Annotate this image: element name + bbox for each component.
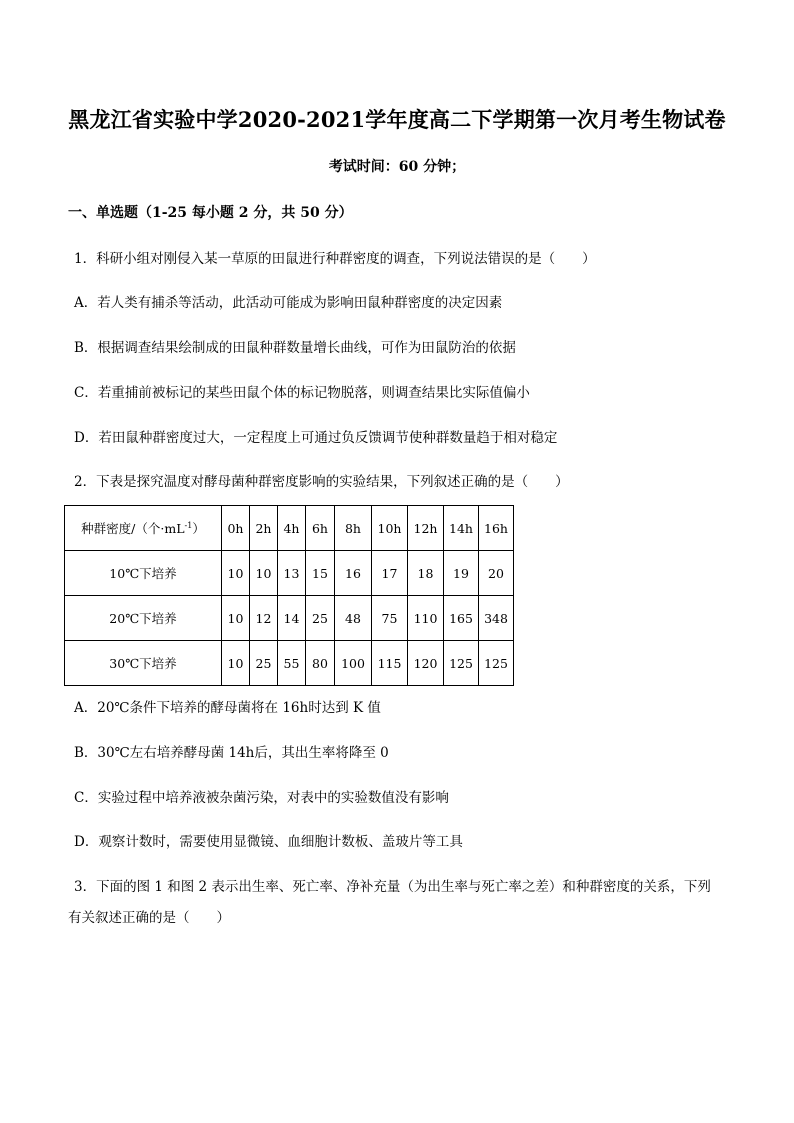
table-col-header: 6h xyxy=(306,506,335,551)
table-col-header: 12h xyxy=(408,506,444,551)
table-cell: 110 xyxy=(408,596,444,641)
table-cell: 10 xyxy=(222,596,250,641)
table-cell: 13 xyxy=(278,551,306,596)
table-cell: 100 xyxy=(335,641,372,686)
table-header-label: 种群密度/（个$\cdot mL^{-1}$） xyxy=(65,506,222,551)
table-row-label: 20℃下培养 xyxy=(65,596,222,641)
table-cell: 17 xyxy=(372,551,408,596)
table-cell: 25 xyxy=(250,641,278,686)
question-2-option-c: C．实验过程中培养液被杂菌污染，对表中的实验数值没有影响 xyxy=(74,790,449,806)
table-col-header: 14h xyxy=(444,506,479,551)
question-2-option-a: A．20℃条件下培养的酵母菌将在 16h时达到 K 值 xyxy=(74,700,381,716)
table-cell: 19 xyxy=(444,551,479,596)
table-row xyxy=(65,596,514,641)
table-cell: 25 xyxy=(306,596,335,641)
table-cell: 10 xyxy=(222,551,250,596)
data-table xyxy=(64,505,514,686)
question-1-option-c: C．若重捕前被标记的某些田鼠个体的标记物脱落，则调查结果比实际值偏小 xyxy=(74,385,530,401)
table-col-header: 2h xyxy=(250,506,278,551)
table-cell: 115 xyxy=(372,641,408,686)
table-cell: 15 xyxy=(306,551,335,596)
table-cell: 125 xyxy=(444,641,479,686)
exam-time: 考试时间：60 分钟； xyxy=(328,159,466,175)
table-col-header: 0h xyxy=(222,506,250,551)
question-1-option-b: B．根据调查结果绘制成的田鼠种群数量增长曲线，可作为田鼠防治的依据 xyxy=(74,340,516,356)
section-heading: 一、单选题（1-25 每小题 2 分，共 50 分） xyxy=(68,205,353,221)
table-row xyxy=(65,641,514,686)
question-1-option-a: A．若人类有捕杀等活动，此活动可能成为影响田鼠种群密度的决定因素 xyxy=(74,295,503,311)
table-cell: 120 xyxy=(408,641,444,686)
question-2-option-d: D．观察计数时，需要使用显微镜、血细胞计数板、盖玻片等工具 xyxy=(74,834,463,850)
table-cell: 165 xyxy=(444,596,479,641)
table-cell: 14 xyxy=(278,596,306,641)
question-1-stem: 1．科研小组对刚侵入某一草原的田鼠进行种群密度的调查，下列说法错误的是（ ） xyxy=(74,251,596,267)
table-cell: 55 xyxy=(278,641,306,686)
table-cell: 10 xyxy=(250,551,278,596)
table-cell: 20 xyxy=(479,551,514,596)
table-header-row xyxy=(65,506,514,551)
question-3-stem-line2: 有关叙述正确的是（ ） xyxy=(68,910,230,926)
table-col-header: 8h xyxy=(335,506,372,551)
table-col-header: 4h xyxy=(278,506,306,551)
table-row xyxy=(65,551,514,596)
table-row-label: 10℃下培养 xyxy=(65,551,222,596)
table-cell: 80 xyxy=(306,641,335,686)
table-cell: 125 xyxy=(479,641,514,686)
question-3-stem-line1: 3．下面的图 1 和图 2 表示出生率、死亡率、净补充量（为出生率与死亡率之差）和种群密度的关系，下列 xyxy=(74,879,711,895)
table-cell: 12 xyxy=(250,596,278,641)
table-cell: 10 xyxy=(222,641,250,686)
question-2-option-b: B．30℃左右培养酵母菌 14h后，其出生率将降至 0 xyxy=(74,745,389,761)
table-cell: 348 xyxy=(479,596,514,641)
table-cell: 75 xyxy=(372,596,408,641)
table-cell: 18 xyxy=(408,551,444,596)
table-col-header: 10h xyxy=(372,506,408,551)
question-1-option-d: D．若田鼠种群密度过大，一定程度上可通过负反馈调节使种群数量趋于相对稳定 xyxy=(74,430,558,446)
table-col-header: 16h xyxy=(479,506,514,551)
table-cell: 48 xyxy=(335,596,372,641)
question-2-stem: 2．下表是探究温度对酵母菌种群密度影响的实验结果，下列叙述正确的是（ ） xyxy=(74,474,569,490)
table-row-label: 30℃下培养 xyxy=(65,641,222,686)
page-title: 黑龙江省实验中学2020-2021学年度高二下学期第一次月考生物试卷 xyxy=(68,107,726,132)
table-cell: 16 xyxy=(335,551,372,596)
